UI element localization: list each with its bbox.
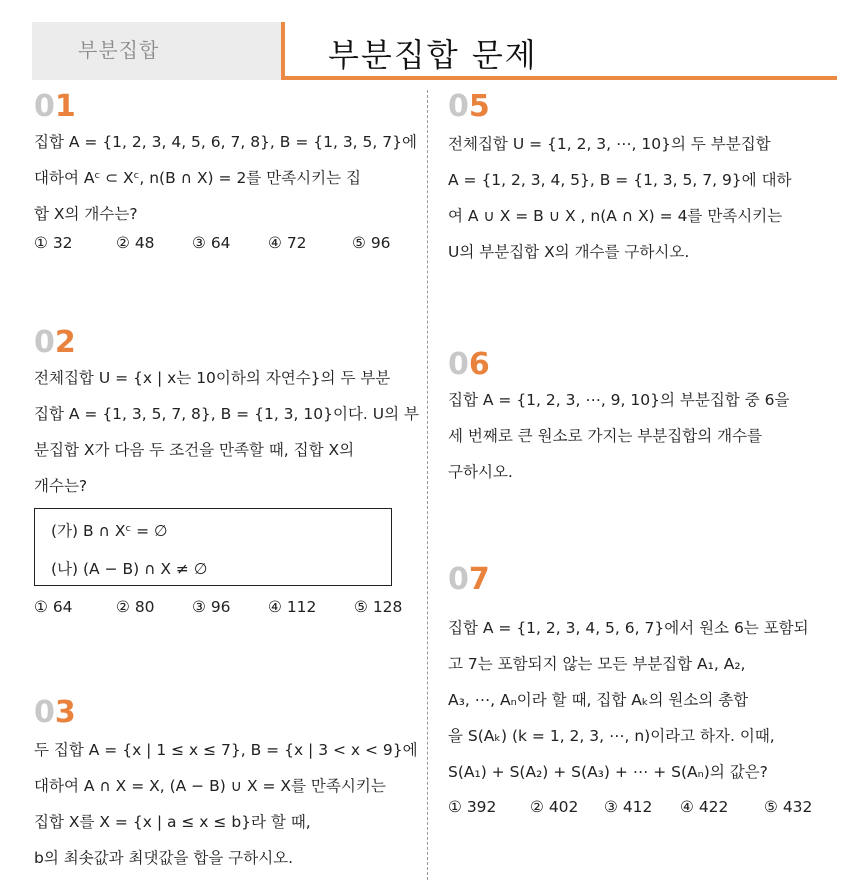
header-accent-underline	[281, 76, 837, 80]
problem-text	[34, 124, 417, 232]
problem-line: 을 S(Aₖ) (k = 1, 2, 3, ⋯, n)이라고 하자. 이때,	[448, 727, 775, 745]
choice: ⑤ 432	[764, 798, 813, 816]
problem-line: 전체집합 U = {1, 2, 3, ⋯, 10}의 두 부분집합	[448, 135, 771, 153]
choice: ② 80	[116, 598, 155, 616]
problem-line: 대하여 A ∩ X = X, (A − B) ∪ X = X를 만족시키는	[34, 777, 386, 795]
problem-text	[448, 382, 789, 490]
problem-number: 06	[448, 347, 490, 382]
condition-ga: (가) B ∩ Xᶜ = ∅	[51, 522, 168, 540]
problem-line: S(A₁) + S(A₂) + S(A₃) + ⋯ + S(Aₙ)의 값은?	[448, 763, 768, 781]
answer-choices	[34, 598, 402, 616]
problem-line: 집합 A = {1, 2, 3, 4, 5, 6, 7}에서 원소 6는 포함되	[448, 619, 809, 637]
problem-line: 구하시오.	[448, 463, 513, 481]
problem-line: 전체집합 U = {x | x는 10이하의 자연수}의 두 부분	[34, 369, 391, 387]
choice: ④ 422	[680, 798, 729, 816]
problem-line: A₃, ⋯, Aₙ이라 할 때, 집합 Aₖ의 원소의 총합	[448, 691, 749, 709]
problem-line: 여 A ∪ X = B ∪ X , n(A ∩ X) = 4를 만족시키는	[448, 207, 783, 225]
problem-line: A = {1, 2, 3, 4, 5}, B = {1, 3, 5, 7, 9}에 대하	[448, 171, 792, 189]
problem-number: 01	[34, 89, 76, 124]
problem-line: U의 부분집합 X의 개수를 구하시오.	[448, 243, 690, 261]
problem-line: 고 7는 포함되지 않는 모든 부분집합 A₁, A₂,	[448, 655, 746, 673]
problem-number: 02	[34, 325, 76, 360]
condition-box	[34, 508, 392, 586]
problem-line: 개수는?	[34, 477, 88, 495]
problem-line: 합 X의 개수는?	[34, 205, 138, 223]
problem-text	[34, 732, 418, 876]
choice: ② 48	[116, 234, 155, 252]
problem-number: 03	[34, 695, 76, 730]
problem-text	[34, 360, 419, 504]
choice: ⑤ 128	[354, 598, 403, 616]
header-accent-vertical	[281, 22, 285, 80]
choice: ④ 112	[268, 598, 317, 616]
problem-line: 집합 A = {1, 2, 3, ⋯, 9, 10}의 부분집합 중 6을	[448, 391, 790, 409]
problem-line: 집합 A = {1, 3, 5, 7, 8}, B = {1, 3, 10}이다. U의 부	[34, 405, 419, 423]
problem-line: b의 최솟값과 최댓값을 합을 구하시오.	[34, 849, 294, 867]
choice: ④ 72	[268, 234, 307, 252]
problem-line: 집합 X를 X = {x | a ≤ x ≤ b}라 할 때,	[34, 813, 311, 831]
problem-number: 05	[448, 89, 490, 124]
page-title: 부분집합 문제	[328, 36, 538, 74]
choice: ③ 412	[604, 798, 653, 816]
column-divider	[427, 90, 428, 880]
choice: ⑤ 96	[352, 234, 391, 252]
problem-line: 세 번째로 큰 원소로 가지는 부분집합의 개수를	[448, 427, 763, 445]
answer-choices	[34, 234, 391, 252]
choice: ③ 64	[192, 234, 231, 252]
problem-text	[448, 126, 792, 270]
choice: ③ 96	[192, 598, 231, 616]
choice: ① 32	[34, 234, 73, 252]
choice: ② 402	[530, 798, 579, 816]
condition-na: (나) (A − B) ∩ X ≠ ∅	[51, 560, 208, 578]
problem-line: 집합 A = {1, 2, 3, 4, 5, 6, 7, 8}, B = {1, 3, 5, 7}에	[34, 133, 417, 151]
header-category: 부분집합	[78, 38, 160, 62]
problem-line: 분집합 X가 다음 두 조건을 만족할 때, 집합 X의	[34, 441, 355, 459]
problem-text	[448, 610, 809, 790]
problem-line: 두 집합 A = {x | 1 ≤ x ≤ 7}, B = {x | 3 < x < 9}에	[34, 741, 418, 759]
problem-line: 대하여 Aᶜ ⊂ Xᶜ, n(B ∩ X) = 2를 만족시키는 집	[34, 169, 361, 187]
problem-number: 07	[448, 562, 490, 597]
answer-choices	[448, 798, 812, 816]
choice: ① 64	[34, 598, 73, 616]
choice: ① 392	[448, 798, 497, 816]
